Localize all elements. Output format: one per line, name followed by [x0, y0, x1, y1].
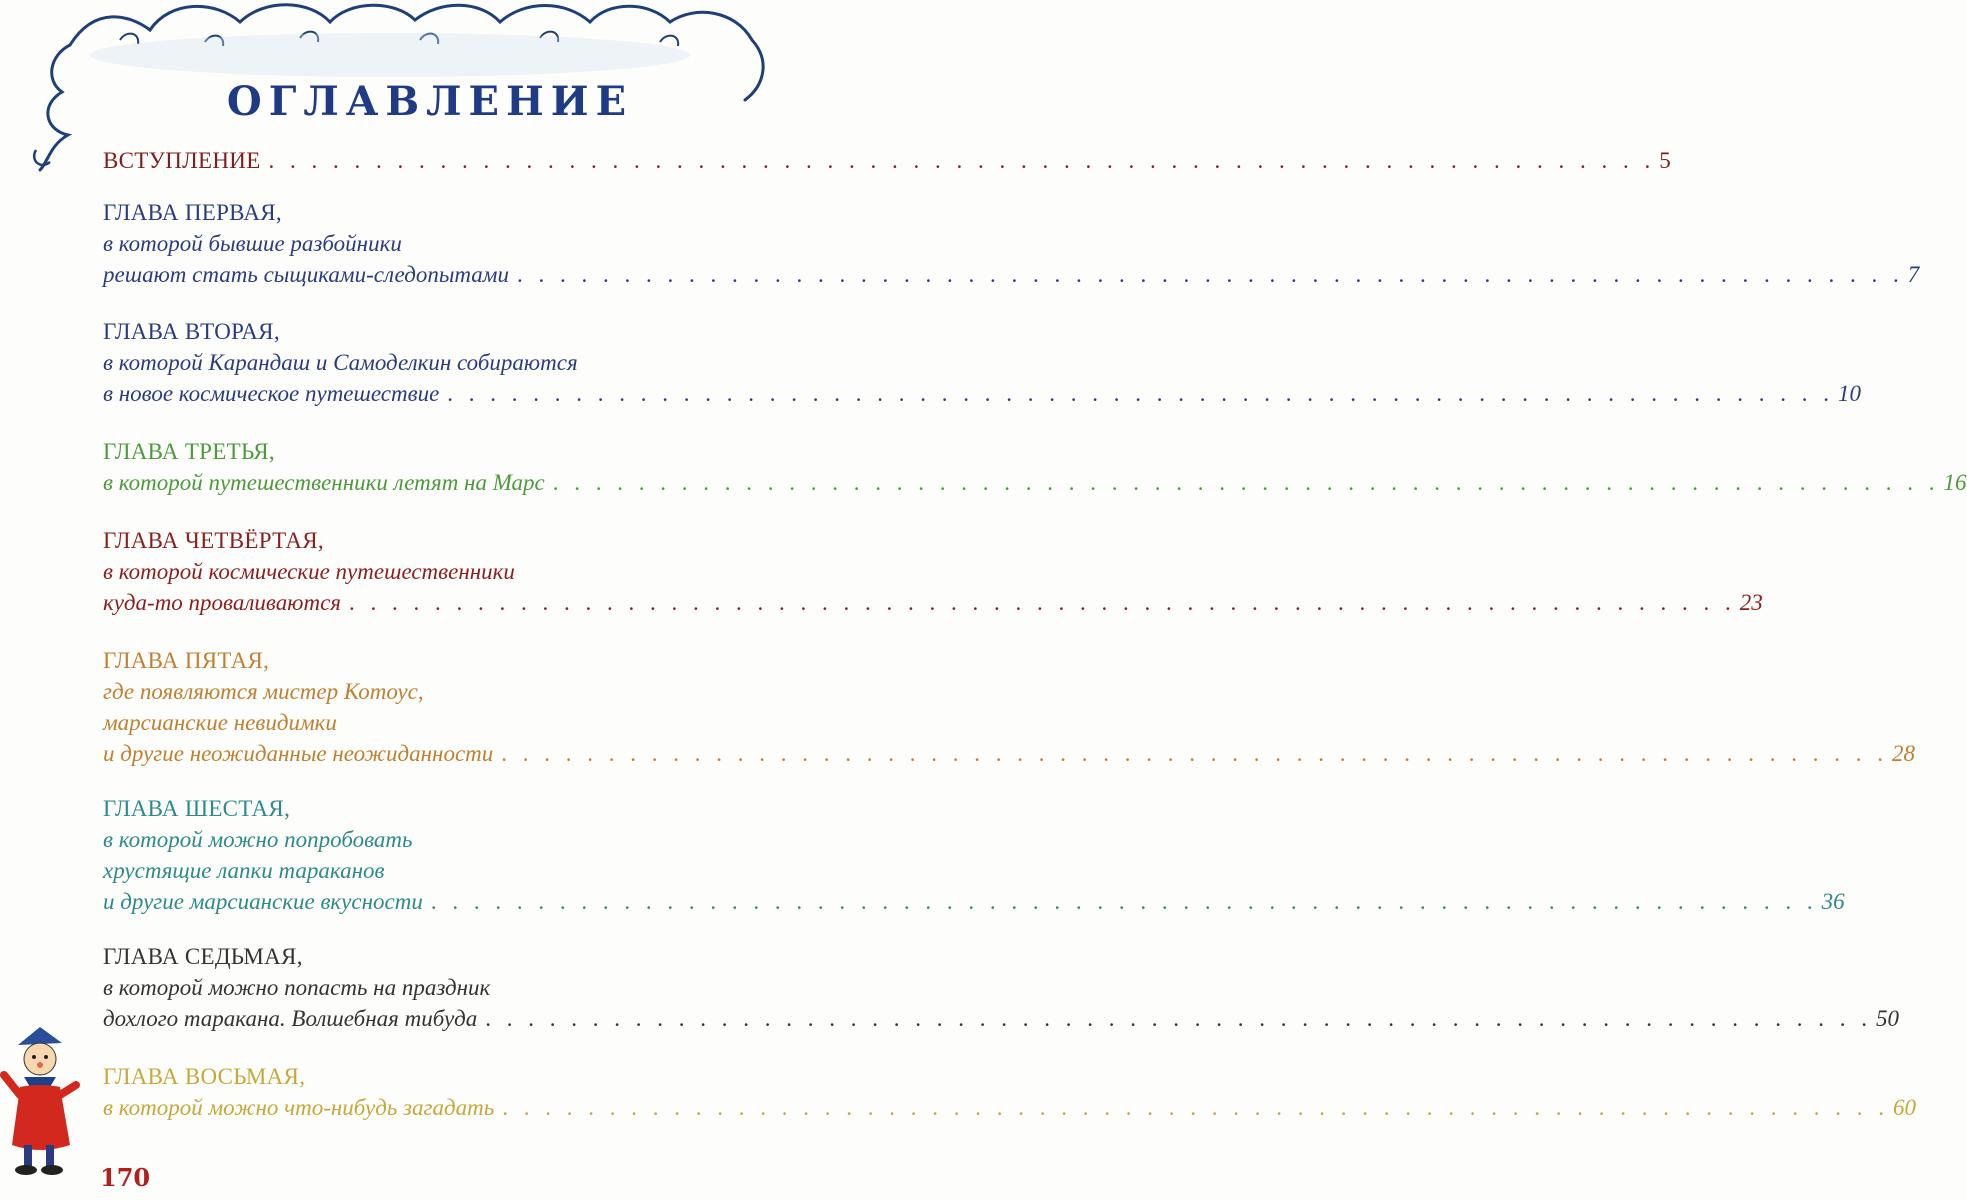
chapter-subtitle-line: в которой можно что-нибудь загадать: [103, 1095, 495, 1120]
chapter-heading: ГЛАВА ВТОРАЯ,: [103, 319, 280, 344]
chapter-last-line: [103, 1092, 1916, 1123]
page-number: 170: [100, 1163, 151, 1192]
chapter-subtitle-line: дохлого таракана. Волшебная тибуда: [103, 1006, 478, 1031]
chapter-subtitle-line: марсианские невидимки: [103, 710, 337, 735]
chapter-last-line: [103, 738, 1916, 769]
chapter-subtitle-line: в которой путешественники летят на Марс: [103, 470, 545, 495]
chapter-subtitle-line: в которой Карандаш и Самоделкин собираются: [103, 350, 578, 375]
page-ref: 28: [1892, 741, 1916, 766]
intro-heading: ВСТУПЛЕНИЕ: [103, 148, 261, 173]
chapter-heading: ГЛАВА ЧЕТВЁРТАЯ,: [103, 528, 324, 553]
chapter-subtitle-line: и другие неожиданные неожиданности: [103, 741, 494, 766]
chapter-heading: ГЛАВА ВОСЬМАЯ,: [103, 1064, 306, 1089]
chapter-last-line: [103, 378, 1862, 409]
page-title: ОГЛАВЛЕНИЕ: [226, 78, 634, 125]
toc-entry-chapter-1[interactable]: [103, 197, 1920, 290]
leader-dots: . . . . . . . . . . . . . . . . . . . . . . . . . . . . . . . . . . . . . . . . . . . . . . . . . . . . . . . . . . . . . . . . .: [516, 262, 1904, 287]
chapter-subtitle-line: в новое космическое путешествие: [103, 381, 440, 406]
chapter-subtitle-line: куда-то проваливаются: [103, 590, 341, 615]
toc-entry-chapter-4[interactable]: [103, 525, 1763, 618]
chapter-last-line: [103, 259, 1920, 290]
chapter-heading: ГЛАВА ПЯТАЯ,: [103, 648, 270, 673]
toc-entry-chapter-5[interactable]: [103, 645, 1916, 769]
chapter-last-line: [103, 587, 1763, 618]
chapter-subtitle-line: и другие марсианские вкусности: [103, 889, 423, 914]
chapter-last-line: [103, 886, 1845, 917]
page-ref: 36: [1821, 889, 1845, 914]
toc-entry-intro[interactable]: [103, 145, 1672, 176]
toc-entry-chapter-3[interactable]: [103, 436, 1967, 498]
chapter-subtitle-line: в которой космические путешественники: [103, 559, 515, 584]
toc-entry-chapter-2[interactable]: [103, 316, 1862, 409]
chapter-heading: ГЛАВА ШЕСТАЯ,: [103, 796, 291, 821]
page-ref: 5: [1659, 148, 1672, 173]
leader-dots: . . . . . . . . . . . . . . . . . . . . . . . . . . . . . . . . . . . . . . . . . . . . . . . . . . . . . . . . . . . . . . . . .: [552, 470, 1940, 495]
chapter-subtitle-line: где появляются мистер Котоус,: [103, 679, 424, 704]
leader-dots: . . . . . . . . . . . . . . . . . . . . . . . . . . . . . . . . . . . . . . . . . . . . . . . . . . . . . . . . . . . . . . . . .: [447, 381, 1835, 406]
page-ref: 16: [1943, 470, 1967, 495]
chapter-heading: ГЛАВА ПЕРВАЯ,: [103, 200, 282, 225]
intro-line: [103, 145, 1672, 176]
leader-dots: . . . . . . . . . . . . . . . . . . . . . . . . . . . . . . . . . . . . . . . . . . . . . . . . . . . . . . . . . . . . . . . . .: [501, 741, 1889, 766]
page-ref: 7: [1907, 262, 1920, 287]
leader-dots: . . . . . . . . . . . . . . . . . . . . . . . . . . . . . . . . . . . . . . . . . . . . . . . . . . . . . . . . . . . . . . . . .: [502, 1095, 1889, 1120]
chapter-last-line: [103, 1003, 1899, 1034]
chapter-last-line: [103, 467, 1967, 498]
leader-dots: . . . . . . . . . . . . . . . . . . . . . . . . . . . . . . . . . . . . . . . . . . . . . . . . . . . . . . . . . . . . . . . . .: [268, 148, 1656, 173]
page-ref: 50: [1876, 1006, 1899, 1031]
chapter-subtitle-line: в которой можно попасть на праздник: [103, 975, 491, 1000]
page-ref: 23: [1739, 590, 1763, 615]
toc-entry-chapter-7[interactable]: [103, 941, 1899, 1034]
leader-dots: . . . . . . . . . . . . . . . . . . . . . . . . . . . . . . . . . . . . . . . . . . . . . . . . . . . . . . . . . . . . . . . . .: [430, 889, 1818, 914]
chapter-heading: ГЛАВА СЕДЬМАЯ,: [103, 944, 303, 969]
chapter-subtitle-line: решают стать сыщиками-следопытами: [103, 262, 509, 287]
chapter-subtitle-line: хрустящие лапки тараканов: [103, 858, 385, 883]
page-ref: 10: [1838, 381, 1862, 406]
chapter-heading: ГЛАВА ТРЕТЬЯ,: [103, 439, 275, 464]
toc-entry-chapter-6[interactable]: [103, 793, 1845, 917]
leader-dots: . . . . . . . . . . . . . . . . . . . . . . . . . . . . . . . . . . . . . . . . . . . . . . . . . . . . . . . . . . . . . . . . .: [348, 590, 1736, 615]
page-ref: 60: [1892, 1095, 1916, 1120]
character-illustration: [0, 1015, 90, 1180]
leader-dots: . . . . . . . . . . . . . . . . . . . . . . . . . . . . . . . . . . . . . . . . . . . . . . . . . . . . . . . . . . . . . . . . .: [485, 1006, 1872, 1031]
chapter-subtitle-line: в которой можно попробовать: [103, 827, 413, 852]
chapter-subtitle-line: в которой бывшие разбойники: [103, 231, 402, 256]
toc-entry-chapter-8[interactable]: [103, 1061, 1916, 1123]
